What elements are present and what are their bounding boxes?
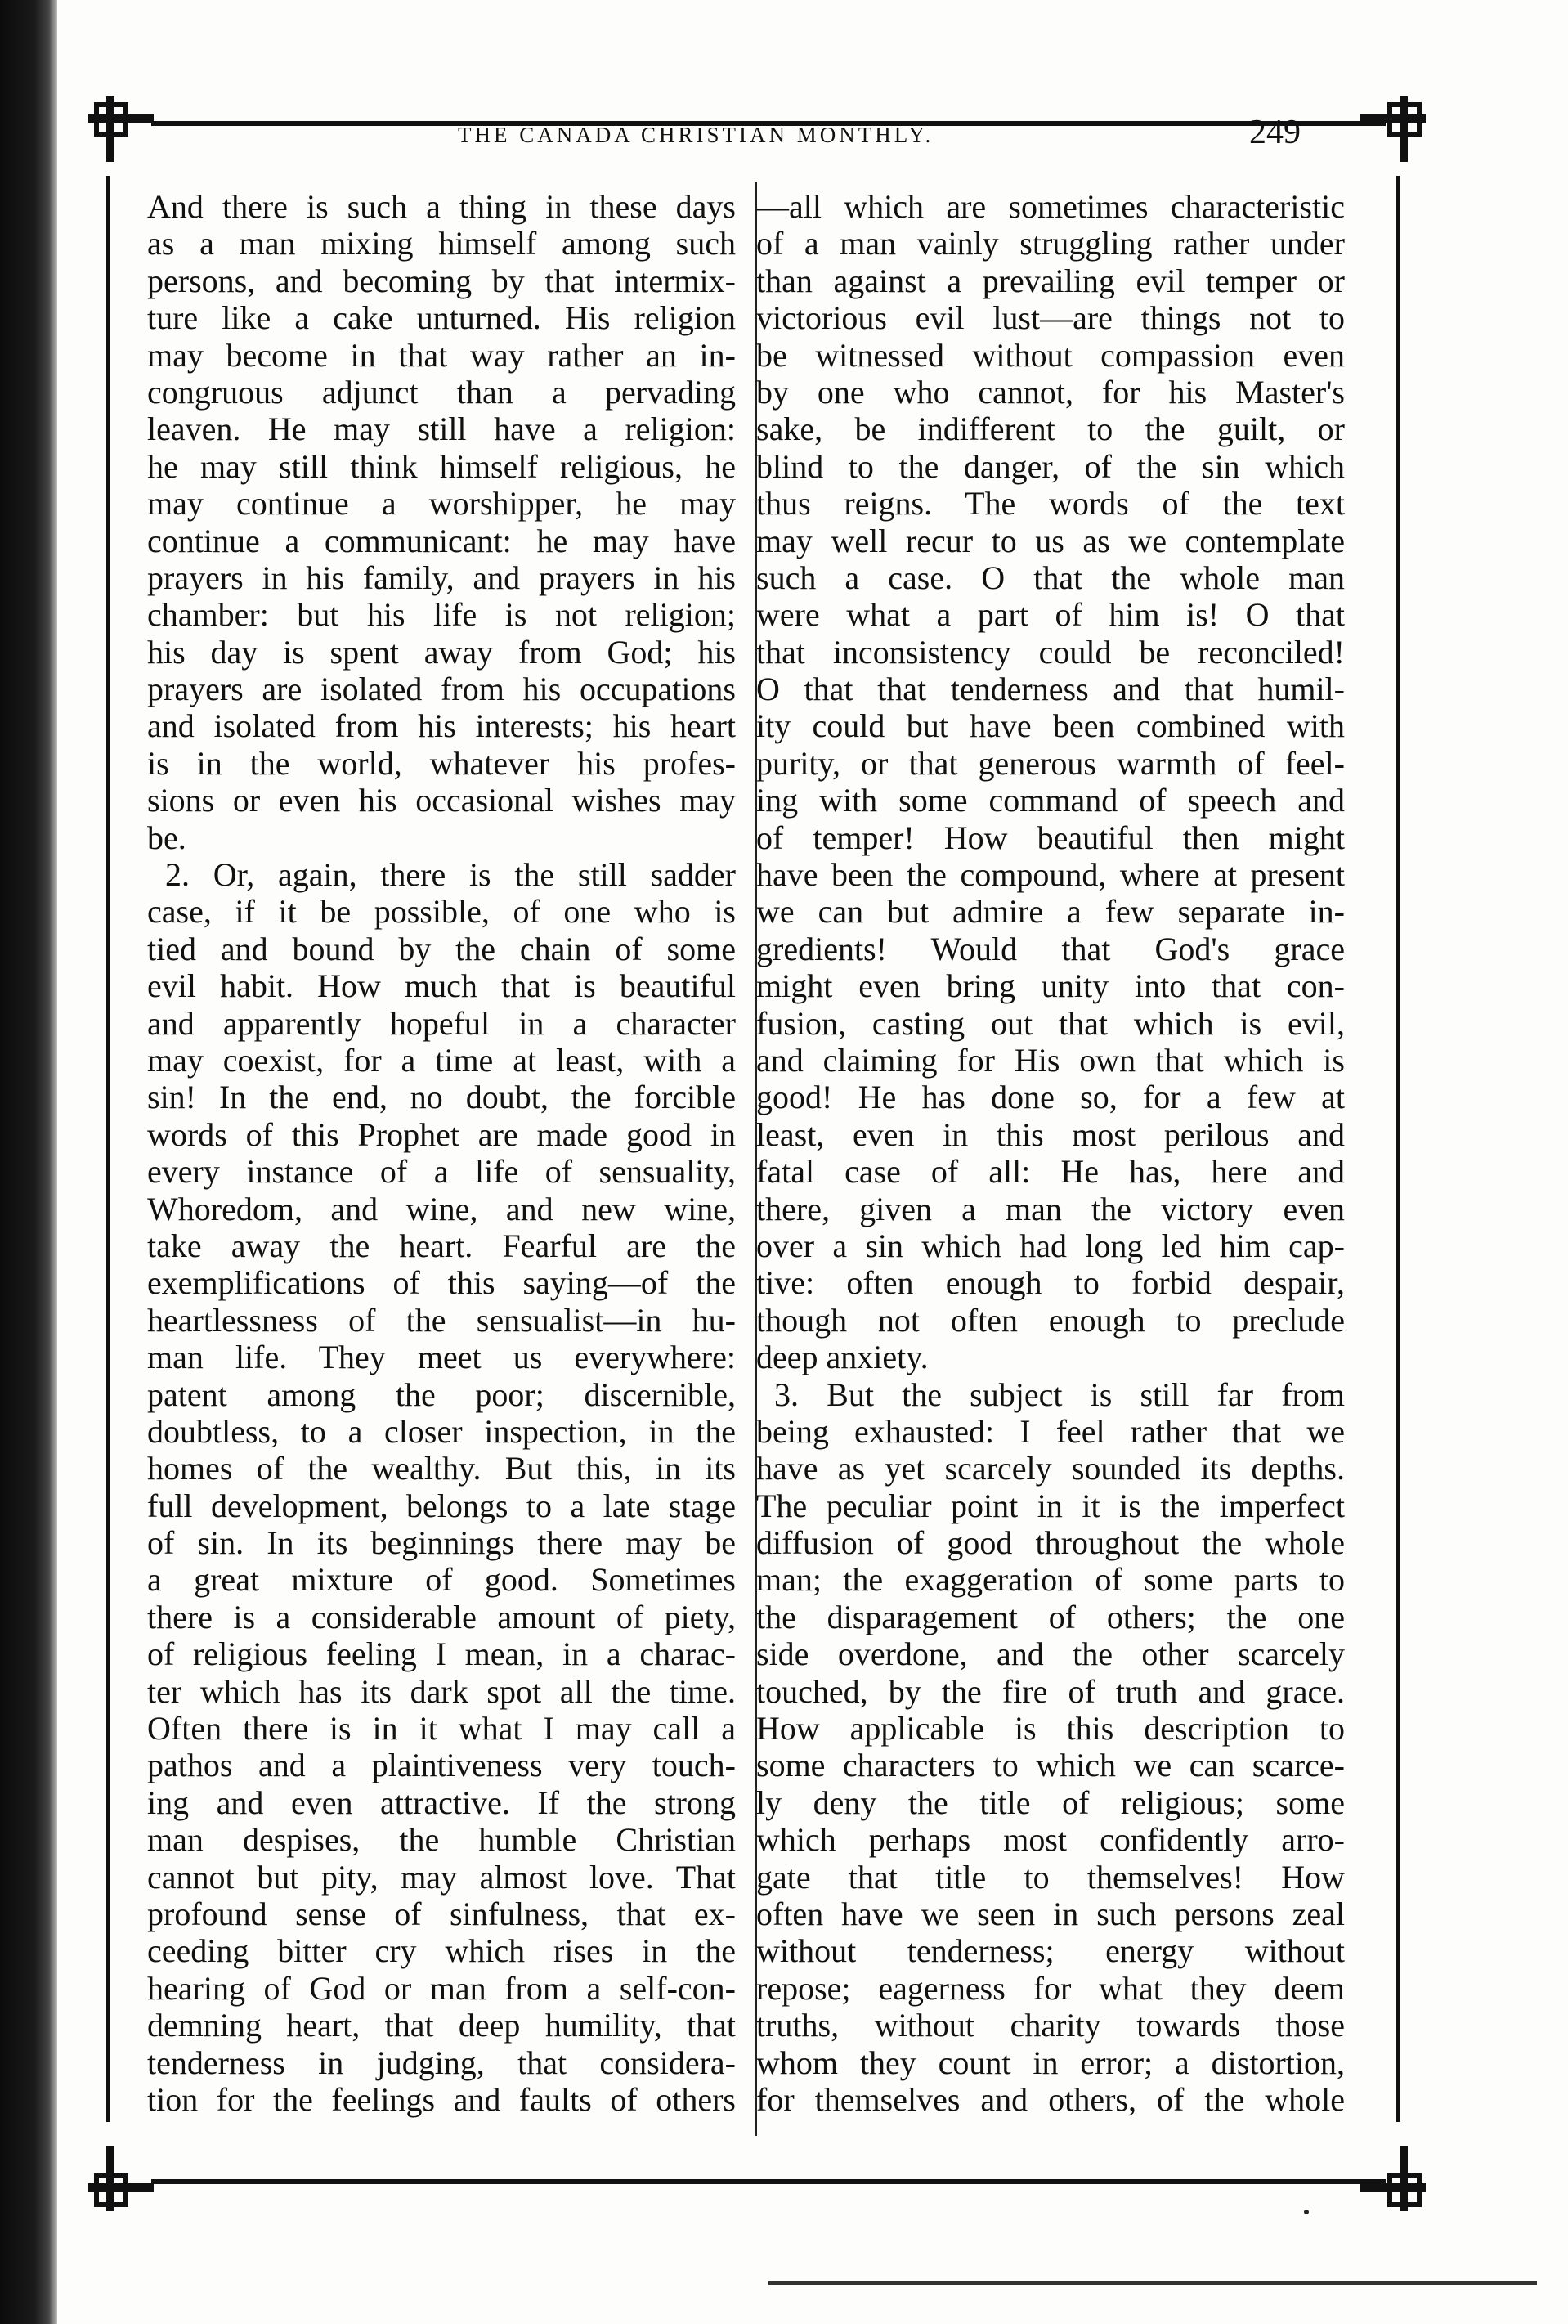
text-line: ture like a cake unturned. His religion: [147, 299, 736, 337]
text-line: exemplifications of this saying—of the: [147, 1264, 736, 1302]
text-line: and isolated from his interests; his heart: [147, 707, 736, 745]
text-line: being exhausted: I feel rather that we: [756, 1412, 1345, 1450]
text-line: full development, belongs to a late stage: [147, 1487, 736, 1524]
text-line: such a case. O that the whole man: [756, 559, 1345, 596]
text-line: have as yet scarcely sounded its depths.: [756, 1450, 1345, 1487]
text-line: for themselves and others, of the whole: [756, 2080, 1345, 2118]
text-line: may coexist, for a time at least, with a: [147, 1041, 736, 1079]
text-line: were what a part of him is! O that: [756, 596, 1345, 634]
text-line: there, given a man the victory even: [756, 1190, 1345, 1227]
text-line: over a sin which had long led him cap-: [756, 1227, 1345, 1264]
text-line: tied and bound by the chain of some: [147, 930, 736, 967]
text-line: often have we seen in such persons zeal: [756, 1895, 1345, 1932]
left-text-column: [147, 188, 736, 2118]
text-line: of temper! How beautiful then might: [756, 819, 1345, 856]
frame-left-rule: [106, 176, 110, 2122]
text-line: man despises, the humble Christian: [147, 1821, 736, 1859]
text-line: And there is such a thing in these days: [147, 188, 736, 225]
text-line: profound sense of sinfulness, that ex-: [147, 1895, 736, 1932]
text-line: O that that tenderness and that humil-: [756, 671, 1345, 708]
text-line: How applicable is this description to: [756, 1710, 1345, 1747]
text-line: have been the compound, where at present: [756, 856, 1345, 894]
text-line: may continue a worshipper, he may: [147, 485, 736, 523]
text-line: a great mixture of good. Sometimes: [147, 1561, 736, 1599]
text-line: ing and even attractive. If the strong: [147, 1783, 736, 1821]
text-line: The peculiar point in it is the imperfect: [756, 1487, 1345, 1524]
text-line: deep anxiety.: [756, 1339, 929, 1376]
text-line: 2. Or, again, there is the still sadder: [165, 856, 736, 894]
text-line: persons, and becoming by that intermix-: [147, 262, 736, 299]
text-line: be witnessed without compassion even: [756, 336, 1345, 374]
text-line: prayers are isolated from his occupations: [147, 671, 736, 708]
text-line: cannot but pity, may almost love. That: [147, 1858, 736, 1896]
text-line: heartlessness of the sensualist—in hu-: [147, 1301, 736, 1339]
text-line: by one who cannot, for his Master's: [756, 373, 1345, 411]
text-line: take away the heart. Fearful are the: [147, 1227, 736, 1264]
text-line: hearing of God or man from a self-con-: [147, 1969, 736, 2007]
corner-ornament-icon: [82, 90, 159, 168]
text-line: congruous adjunct than a pervading: [147, 373, 736, 411]
text-line: Often there is in it what I may call a: [147, 1710, 736, 1747]
text-line: may become in that way rather an in-: [147, 336, 736, 374]
text-line: blind to the danger, of the sin which: [756, 447, 1345, 485]
text-line: repose; eagerness for what they deem: [756, 1969, 1345, 2007]
text-line: gate that title to themselves! How: [756, 1858, 1345, 1896]
text-line: there is a considerable amount of piety,: [147, 1598, 736, 1635]
text-line: touched, by the fire of truth and grace.: [756, 1672, 1345, 1710]
footer-rule: [768, 2281, 1537, 2285]
text-line: Whoredom, and wine, and new wine,: [147, 1190, 736, 1227]
text-line: ter which has its dark spot all the time.: [147, 1672, 736, 1710]
text-line: and apparently hopeful in a character: [147, 1004, 736, 1042]
text-line: words of this Prophet are made good in: [147, 1115, 736, 1153]
text-line: tive: often enough to forbid despair,: [756, 1264, 1345, 1302]
text-line: patent among the poor; discernible,: [147, 1375, 736, 1413]
text-line: his day is spent away from God; his: [147, 633, 736, 671]
text-line: chamber: but his life is not religion;: [147, 596, 736, 634]
text-line: case, if it be possible, of one who is: [147, 893, 736, 931]
text-line: ceeding bitter cry which rises in the: [147, 1932, 736, 1970]
text-line: though not often enough to preclude: [756, 1301, 1345, 1339]
text-line: may well recur to us as we contemplate: [756, 522, 1345, 559]
text-line: 3. But the subject is still far from: [774, 1375, 1345, 1413]
text-line: some characters to which we can scarce-: [756, 1747, 1345, 1784]
text-line: sions or even his occasional wishes may: [147, 782, 736, 819]
text-line: tenderness in judging, that considera-: [147, 2044, 736, 2081]
text-line: than against a prevailing evil temper or: [756, 262, 1345, 299]
text-line: evil habit. How much that is beautiful: [147, 967, 736, 1005]
running-title: THE CANADA CHRISTIAN MONTHLY.: [458, 123, 934, 147]
text-line: demning heart, that deep humility, that: [147, 2007, 736, 2044]
text-line: —all which are sometimes characteristic: [756, 188, 1345, 225]
text-line: man; the exaggeration of some parts to: [756, 1561, 1345, 1599]
book-spine-shadow: [0, 0, 57, 2324]
text-line: of a man vainly struggling rather under: [756, 225, 1345, 262]
text-line: victorious evil lust—are things not to: [756, 299, 1345, 337]
text-line: every instance of a life of sensuality,: [147, 1153, 736, 1191]
right-text-column: [756, 188, 1345, 2118]
text-line: thus reigns. The words of the text: [756, 485, 1345, 523]
text-line: man life. They meet us everywhere:: [147, 1339, 736, 1376]
text-line: tion for the feelings and faults of others: [147, 2080, 736, 2118]
frame-right-rule: [1396, 176, 1400, 2122]
corner-ornament-icon: [1357, 90, 1435, 168]
text-line: fatal case of all: He has, here and: [756, 1153, 1345, 1191]
text-line: truths, without charity towards those: [756, 2007, 1345, 2044]
text-line: which perhaps most confidently arro-: [756, 1821, 1345, 1859]
text-line: whom they count in error; a distortion,: [756, 2044, 1345, 2081]
text-line: and claiming for His own that which is: [756, 1041, 1345, 1079]
text-line: continue a communicant: he may have: [147, 522, 736, 559]
text-line: without tenderness; energy without: [756, 1932, 1345, 1970]
page-number: 249: [1249, 114, 1301, 151]
text-line: sin! In the end, no doubt, the forcible: [147, 1079, 736, 1116]
text-line: purity, or that generous warmth of feel-: [756, 744, 1345, 782]
text-line: least, even in this most perilous and: [756, 1115, 1345, 1153]
printer-mark: [1304, 2210, 1309, 2214]
text-line: prayers in his family, and prayers in his: [147, 559, 736, 596]
text-line: good! He has done so, for a few at: [756, 1079, 1345, 1116]
text-line: side overdone, and the other scarcely: [756, 1635, 1345, 1673]
text-line: gredients! Would that God's grace: [756, 930, 1345, 967]
text-line: leaven. He may still have a religion:: [147, 411, 736, 448]
text-line: diffusion of good throughout the whole: [756, 1524, 1345, 1562]
frame-bottom-rule: [151, 2179, 1386, 2184]
corner-ornament-icon: [82, 2142, 159, 2220]
text-line: pathos and a plaintiveness very touch-: [147, 1747, 736, 1784]
text-line: homes of the wealthy. But this, in its: [147, 1450, 736, 1487]
text-line: ity could but have been combined with: [756, 707, 1345, 745]
text-line: ing with some command of speech and: [756, 782, 1345, 819]
text-line: fusion, casting out that which is evil,: [756, 1004, 1345, 1042]
text-line: ly deny the title of religious; some: [756, 1783, 1345, 1821]
text-line: sake, be indifferent to the guilt, or: [756, 411, 1345, 448]
text-line: we can but admire a few separate in-: [756, 893, 1345, 931]
text-line: is in the world, whatever his profes-: [147, 744, 736, 782]
text-line: he may still think himself religious, he: [147, 447, 736, 485]
text-line: the disparagement of others; the one: [756, 1598, 1345, 1635]
text-line: of sin. In its beginnings there may be: [147, 1524, 736, 1562]
text-line: doubtless, to a closer inspection, in the: [147, 1412, 736, 1450]
text-line: might even bring unity into that con-: [756, 967, 1345, 1005]
corner-ornament-icon: [1357, 2142, 1435, 2220]
text-line: of religious feeling I mean, in a charac-: [147, 1635, 736, 1673]
text-line: be.: [147, 819, 186, 856]
text-line: as a man mixing himself among such: [147, 225, 736, 262]
text-line: that inconsistency could be reconciled!: [756, 633, 1345, 671]
